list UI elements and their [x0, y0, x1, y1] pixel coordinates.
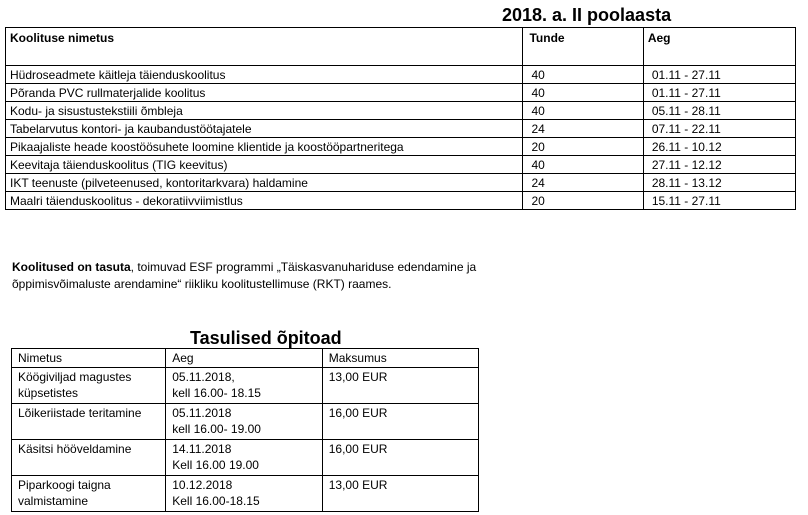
course-hours: 40: [523, 102, 643, 120]
table-row: [6, 174, 796, 192]
course-time: 05.11 - 28.11: [643, 102, 795, 120]
table-row: [12, 368, 479, 404]
table-row: [6, 138, 796, 156]
course-name: Pikaajaliste heade koostöösuhete loomine klientide ja koostööpartneritega: [6, 138, 523, 156]
workshop-name-line2: küpsetistes: [18, 386, 79, 400]
notice-line1: , toimuvad ESF programmi „Täiskasvanuhariduse edendamine ja: [130, 260, 477, 274]
workshop-time: [166, 440, 322, 476]
workshop-price: 16,00 EUR: [322, 440, 478, 476]
workshop-name-line1: Köögiviljad magustes: [18, 370, 132, 384]
workshop-price: 16,00 EUR: [322, 404, 478, 440]
workshop-hours: Kell 16.00 19.00: [172, 458, 259, 472]
course-hours: 40: [523, 156, 643, 174]
course-time: 07.11 - 22.11: [643, 120, 795, 138]
table-row: [6, 66, 796, 84]
course-time: 01.11 - 27.11: [643, 66, 795, 84]
header-price: Maksumus: [322, 349, 478, 368]
workshop-name: [12, 440, 166, 476]
paid-workshops-heading: Tasulised õpitoad: [190, 328, 342, 348]
workshop-date: 05.11.2018,: [172, 370, 235, 384]
course-hours: 20: [523, 138, 643, 156]
course-name: Kodu- ja sisustustekstiili õmbleja: [6, 102, 523, 120]
table-row: [6, 84, 796, 102]
course-hours: 40: [523, 66, 643, 84]
course-name: Keevitaja täienduskoolitus (TIG keevitus): [6, 156, 523, 174]
table-row: [6, 156, 796, 174]
course-name: IKT teenuste (pilveteenused, kontoritarkvara) haldamine: [6, 174, 523, 192]
table-row: [6, 102, 796, 120]
course-hours: 24: [523, 174, 643, 192]
table-row: [6, 192, 796, 210]
workshop-hours: kell 16.00- 18.15: [172, 386, 261, 400]
workshop-name-line2: valmistamine: [18, 494, 89, 508]
workshop-date: 14.11.2018: [172, 442, 232, 456]
workshop-name-line1: Lõikeriistade teritamine: [18, 406, 142, 420]
header-time: Aeg: [166, 349, 322, 368]
paid-workshops-table: [11, 348, 479, 512]
course-hours: 24: [523, 120, 643, 138]
course-name: Põranda PVC rullmaterjalide koolitus: [6, 84, 523, 102]
workshop-time: [166, 404, 322, 440]
workshop-name: [12, 368, 166, 404]
course-time: 27.11 - 12.12: [643, 156, 795, 174]
paid-table-header: [12, 349, 479, 368]
table-row: [12, 440, 479, 476]
workshop-hours: kell 16.00- 19.00: [172, 422, 261, 436]
free-courses-notice: [12, 259, 532, 293]
course-hours: 20: [523, 192, 643, 210]
header-time: Aeg: [643, 28, 795, 66]
courses-table-header: [6, 28, 796, 66]
notice-line2: õppimisvõimaluste arendamine“ riikliku koolitustellimuse (RKT) raames.: [12, 277, 392, 291]
course-name: Tabelarvutus kontori- ja kaubandustöötajatele: [6, 120, 523, 138]
header-course-name: Koolituse nimetus: [6, 28, 523, 66]
workshop-price: 13,00 EUR: [322, 368, 478, 404]
workshop-name-line1: Käsitsi hööveldamine: [18, 442, 132, 456]
course-time: 26.11 - 10.12: [643, 138, 795, 156]
course-hours: 40: [523, 84, 643, 102]
course-time: 01.11 - 27.11: [643, 84, 795, 102]
notice-bold: Koolitused on tasuta: [12, 260, 131, 274]
workshop-time: [166, 368, 322, 404]
workshop-name: [12, 404, 166, 440]
course-name: Maalri täienduskoolitus - dekoratiivviimistlus: [6, 192, 523, 210]
table-row: [12, 476, 479, 512]
workshop-name-line1: Piparkoogi taigna: [18, 478, 111, 492]
courses-table: [5, 27, 796, 210]
header-name: Nimetus: [12, 349, 166, 368]
workshop-name: [12, 476, 166, 512]
table-row: [12, 404, 479, 440]
workshop-date: 05.11.2018: [172, 406, 232, 420]
workshop-date: 10.12.2018: [172, 478, 233, 492]
table-row: [6, 120, 796, 138]
workshop-price: 13,00 EUR: [322, 476, 478, 512]
course-name: Hüdroseadmete käitleja täienduskoolitus: [6, 66, 523, 84]
workshop-time: [166, 476, 322, 512]
semester-heading: 2018. a. II poolaasta: [502, 5, 672, 25]
workshop-hours: Kell 16.00-18.15: [172, 494, 260, 508]
header-hours: Tunde: [523, 28, 643, 66]
course-time: 15.11 - 27.11: [643, 192, 795, 210]
course-time: 28.11 - 13.12: [643, 174, 795, 192]
